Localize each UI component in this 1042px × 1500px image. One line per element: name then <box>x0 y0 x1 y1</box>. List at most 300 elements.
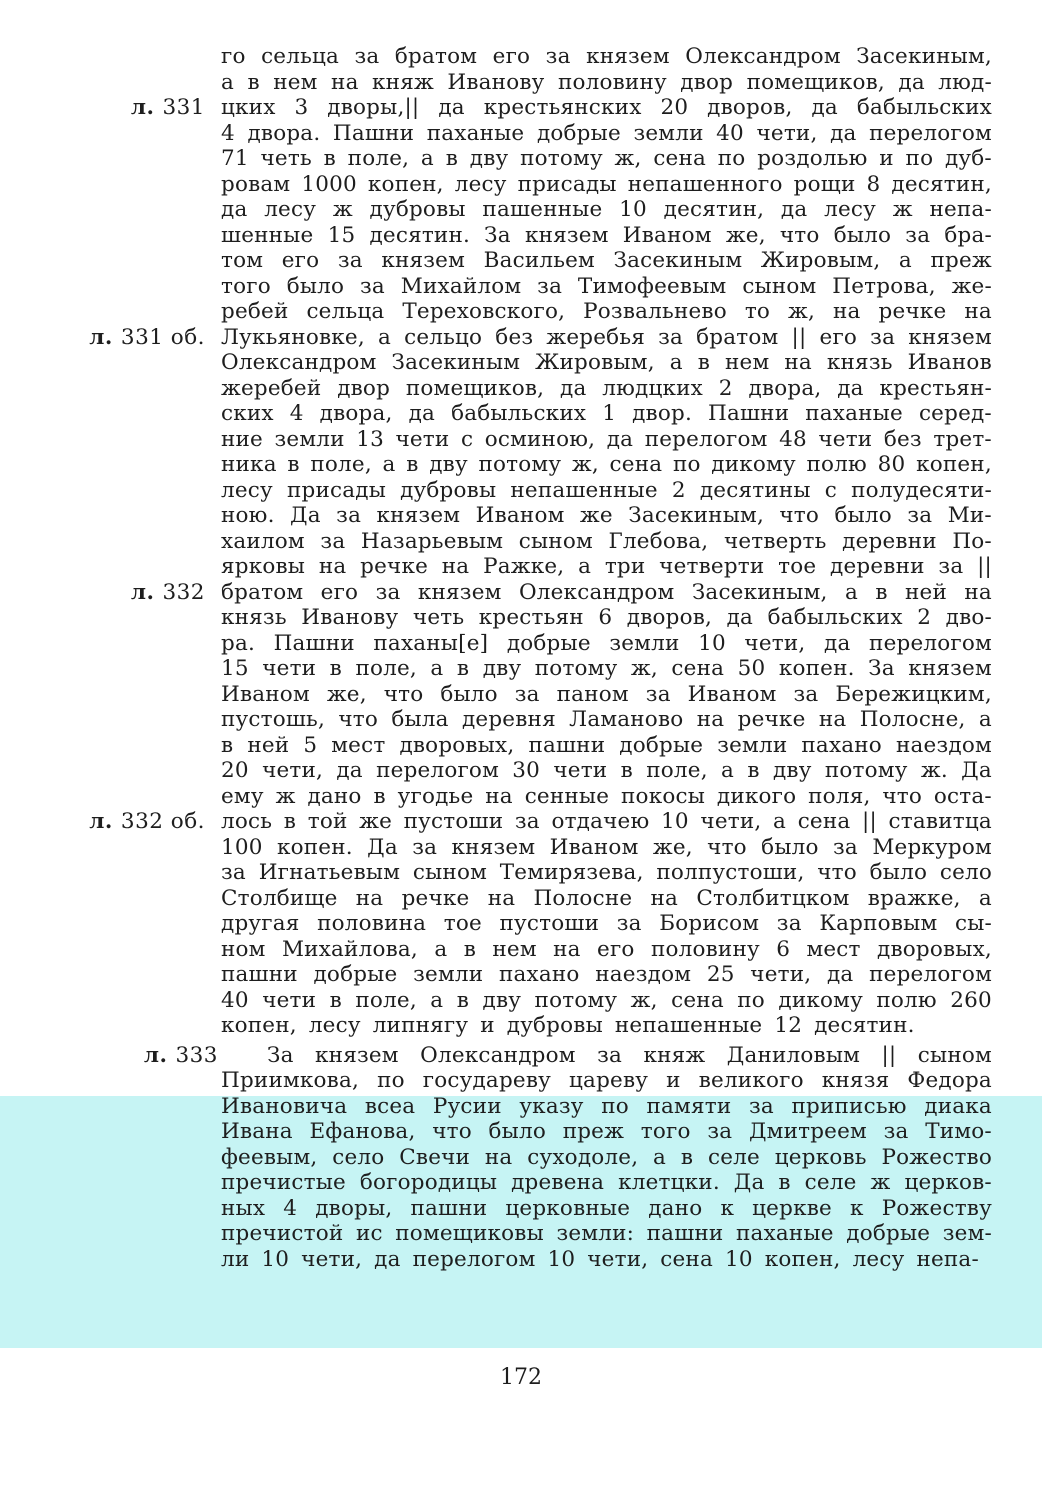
word: что <box>779 503 820 528</box>
word: дву <box>482 987 522 1013</box>
word: ж <box>332 197 353 222</box>
word: в <box>463 936 477 962</box>
word: ставитца <box>888 809 992 834</box>
word: Пашни <box>273 630 355 656</box>
word: жеребья <box>546 324 645 350</box>
word: Жировым, <box>760 248 881 273</box>
word: перелогом <box>412 1246 536 1272</box>
word: на <box>485 783 513 809</box>
word: князем <box>376 503 461 528</box>
word: речке <box>360 554 429 579</box>
word: покосы <box>621 783 706 809</box>
word: Розвальнево <box>583 299 727 324</box>
word: сыном <box>518 528 593 554</box>
word: суходоле, <box>527 1144 639 1170</box>
word: четверть <box>723 528 827 554</box>
word: церковь <box>774 1144 867 1170</box>
word: на <box>487 885 516 911</box>
word: полю <box>876 987 937 1013</box>
word: 50 <box>737 656 766 681</box>
word: князя <box>821 1068 890 1093</box>
word: к <box>850 1195 864 1221</box>
word: за <box>905 222 931 248</box>
word: помещиков, <box>746 69 885 95</box>
word: добрые <box>506 630 591 656</box>
word: Ражке, <box>483 554 565 579</box>
text-line <box>221 1244 992 1276</box>
word: пашенные <box>482 197 603 222</box>
word: ли <box>221 1246 250 1272</box>
word: поле, <box>355 987 417 1013</box>
word: земли: <box>556 1221 635 1246</box>
word: четь <box>260 146 312 171</box>
word: потому <box>534 656 618 681</box>
word: паханые <box>805 401 903 426</box>
word: его <box>492 44 531 69</box>
word: дано <box>648 1195 703 1221</box>
word: земли <box>413 962 484 987</box>
word: дикому <box>711 452 796 477</box>
word: чети <box>553 758 608 783</box>
word: копен. <box>778 656 855 681</box>
word: крестьян <box>478 605 584 630</box>
word: за <box>514 681 540 707</box>
word: лось <box>221 809 273 834</box>
word: ж <box>892 197 913 222</box>
word: в <box>456 987 470 1013</box>
word: Меркуром <box>872 834 992 860</box>
word: да <box>780 197 808 222</box>
word: лесу <box>852 1246 905 1272</box>
word: за <box>545 44 571 69</box>
word: и <box>666 1068 681 1093</box>
word: дубровы <box>400 477 497 503</box>
word: ника <box>221 452 277 477</box>
word: по <box>377 1068 405 1093</box>
word: потому <box>824 758 908 783</box>
word: пашни <box>528 732 606 758</box>
word: по <box>672 452 701 477</box>
word: 71 <box>221 146 249 171</box>
word: было <box>869 860 928 885</box>
word: чети, <box>301 1246 363 1272</box>
word: же, <box>652 834 693 860</box>
word: а <box>382 452 396 477</box>
word: селе <box>804 1170 857 1195</box>
word: Темирязева, <box>499 860 644 885</box>
word: за <box>537 273 563 299</box>
word: дву <box>772 758 812 783</box>
word: роздолью <box>757 146 868 171</box>
word: непа- <box>929 197 992 222</box>
word: Ми- <box>947 503 992 528</box>
word: чети, <box>587 1246 649 1272</box>
word: на <box>650 885 679 911</box>
word: пустоши <box>403 809 504 834</box>
word: поле, <box>310 452 372 477</box>
word: помещиков, <box>405 375 545 401</box>
word: что <box>432 1119 472 1144</box>
word: паханые <box>426 120 525 146</box>
word: указу <box>519 1093 584 1119</box>
word: 4 <box>289 401 304 426</box>
word: Иваном <box>687 681 777 707</box>
word: дубровы <box>506 1013 603 1038</box>
word: сена <box>671 656 725 681</box>
word: двор. <box>632 401 692 426</box>
word: в <box>287 452 300 477</box>
word: 25 <box>706 962 735 987</box>
word: 12 <box>774 1013 803 1038</box>
word: пашни <box>646 1221 724 1246</box>
word: князем <box>451 834 536 860</box>
word: церкве <box>752 1195 832 1221</box>
word: в <box>221 732 234 758</box>
word: дворовых, <box>877 936 992 962</box>
word: копен, <box>221 1013 297 1038</box>
word: в <box>329 987 342 1013</box>
word: Тимофеевым <box>577 273 727 299</box>
word: дву <box>482 656 522 681</box>
word: непашенного <box>627 171 783 197</box>
word: перелогом <box>376 758 499 783</box>
word: ж, <box>614 146 642 171</box>
word: || <box>977 554 992 579</box>
word: ней <box>247 732 290 758</box>
word: по <box>601 1093 629 1119</box>
word: за <box>597 1042 623 1068</box>
word: на <box>331 69 359 95</box>
word: дву <box>469 146 509 171</box>
word: люд- <box>938 69 992 95</box>
word: Да <box>290 503 321 528</box>
word: полпустоши, <box>656 860 805 885</box>
word: За <box>484 222 511 248</box>
word: без <box>495 324 534 350</box>
word: Да <box>733 1170 765 1195</box>
word: да <box>560 375 587 401</box>
word: бабыльских <box>451 401 587 426</box>
word: что <box>338 707 378 732</box>
word: Иваном <box>549 834 639 860</box>
word: приписью <box>791 1093 907 1119</box>
word: диака <box>924 1093 992 1119</box>
word: на <box>441 554 470 579</box>
word: село <box>939 860 992 885</box>
word: копен. <box>277 834 353 860</box>
word: по <box>905 146 934 171</box>
word: было <box>834 503 892 528</box>
word: князем <box>524 222 609 248</box>
word: 260 <box>950 987 992 1013</box>
word: десятин, <box>663 197 765 222</box>
word: да <box>408 401 436 426</box>
word: сена <box>797 809 851 834</box>
word: клетцки. <box>618 1170 720 1195</box>
word: земли <box>274 426 345 452</box>
word: же <box>359 809 393 834</box>
word: дворовых, <box>399 732 515 758</box>
word: лесу <box>454 171 507 197</box>
word: сельца <box>306 299 385 324</box>
word: Столбище <box>221 885 338 911</box>
word: Олександром <box>221 350 377 375</box>
word: за <box>833 834 858 860</box>
word: 15 <box>221 656 249 681</box>
word: перелогом <box>869 962 992 987</box>
word: на <box>784 350 812 375</box>
word: том <box>221 248 264 273</box>
word: в <box>329 656 342 681</box>
word: Засекиным <box>613 248 743 273</box>
word: было <box>488 1119 546 1144</box>
word: что <box>383 681 424 707</box>
word: да <box>606 426 634 452</box>
word: чети <box>395 426 450 452</box>
word: копен, <box>764 1246 841 1272</box>
word: чети <box>262 987 317 1013</box>
word: угодье <box>397 783 474 809</box>
word: сыном <box>742 273 817 299</box>
word: без <box>883 426 922 452</box>
word: ж, <box>630 987 658 1013</box>
word: сы- <box>954 911 992 936</box>
word: ис <box>355 1221 383 1246</box>
word: добрые <box>536 120 621 146</box>
word: цареву <box>569 1068 649 1093</box>
word: жеребей <box>221 375 322 401</box>
word: Приимкова, <box>221 1068 360 1093</box>
word: князем <box>908 324 992 350</box>
word: двор <box>337 375 391 401</box>
word: Рожество <box>881 1144 992 1170</box>
word: Ефанова, <box>309 1119 416 1144</box>
word: дуб- <box>944 146 992 171</box>
word: Свечи <box>399 1144 471 1170</box>
word: лесу <box>824 197 876 222</box>
word: а <box>844 579 858 605</box>
word: дворов, <box>707 95 793 120</box>
word: Олександром <box>685 44 841 69</box>
word: чети <box>262 656 317 681</box>
word: чети, <box>262 758 324 783</box>
word: непа- <box>916 1246 979 1272</box>
word: 6 <box>776 936 791 962</box>
word: памяти <box>646 1093 732 1119</box>
word: половину <box>650 936 760 962</box>
word: По- <box>952 528 992 554</box>
word: в <box>323 146 336 171</box>
word: а <box>430 987 444 1013</box>
word: князем <box>381 248 466 273</box>
word: ною. <box>221 503 275 528</box>
word: в <box>697 350 711 375</box>
word: а <box>653 1144 667 1170</box>
word: речке <box>401 885 470 911</box>
word: а <box>721 758 735 783</box>
word: Глебова, <box>608 528 709 554</box>
word: сена <box>609 452 663 477</box>
word: 2 <box>917 605 932 630</box>
word: всеа <box>364 1093 416 1119</box>
word: Михайлова, <box>281 936 418 962</box>
word: копен, <box>367 171 444 197</box>
word: да <box>811 95 838 120</box>
word: в <box>247 69 260 95</box>
word: потому <box>520 146 603 171</box>
word: бра- <box>944 222 992 248</box>
word: нем <box>725 350 770 375</box>
word: Дмитреем <box>748 1119 867 1144</box>
word: Васильем <box>483 248 595 273</box>
word: 8 <box>866 171 881 197</box>
word: серед- <box>918 401 992 426</box>
word: десятин. <box>814 1013 915 1038</box>
word: да <box>336 758 363 783</box>
word: деревни <box>842 528 937 554</box>
word: пречистые <box>221 1170 346 1195</box>
word: 1 <box>602 401 617 426</box>
word: преж <box>930 248 992 273</box>
word: братом <box>696 324 779 350</box>
word: в <box>445 146 459 171</box>
word: дворы,|| <box>327 95 420 120</box>
word: паном <box>556 681 629 707</box>
word: дубровы <box>369 197 466 222</box>
word: а <box>221 69 235 95</box>
word: хаилом <box>221 528 305 554</box>
word: 1000 <box>301 171 357 197</box>
word: половина <box>317 911 427 936</box>
word: да <box>221 197 248 222</box>
word: на <box>355 885 384 911</box>
word: а <box>978 707 992 732</box>
word: князь <box>221 605 287 630</box>
word: за <box>938 554 964 579</box>
word: церковные <box>505 1195 631 1221</box>
word: || <box>862 809 877 834</box>
word: 15 <box>327 222 356 248</box>
word: двора, <box>748 375 822 401</box>
word: в <box>456 656 470 681</box>
word: поле, <box>347 146 410 171</box>
word: с <box>824 477 838 503</box>
word: дву <box>429 452 468 477</box>
word: 40 <box>716 120 744 146</box>
word: речке <box>737 707 806 732</box>
word: что <box>707 834 747 860</box>
word: Михайлом <box>400 273 522 299</box>
word: за <box>412 834 438 860</box>
word: село <box>332 1144 385 1170</box>
word: ж <box>275 783 296 809</box>
word: что <box>882 783 923 809</box>
word: ских <box>221 401 274 426</box>
word: пашни <box>410 1195 488 1221</box>
folio-reference: л. 332 об. <box>89 809 205 834</box>
word: полудесяти- <box>851 477 992 503</box>
word: в <box>283 809 297 834</box>
word: 20 <box>221 758 249 783</box>
word: 20 <box>660 95 689 120</box>
folio-reference: л. 332 <box>130 579 205 605</box>
word: помещиковы <box>395 1221 544 1246</box>
word: присады <box>517 171 617 197</box>
word: потому <box>478 452 562 477</box>
word: сыном <box>917 1042 992 1068</box>
word: || <box>791 324 807 350</box>
word: пустошь, <box>221 707 325 732</box>
word: сена <box>660 1246 713 1272</box>
word: лесу <box>221 477 273 503</box>
word: 10 <box>661 809 689 834</box>
word: богородицы <box>359 1170 498 1195</box>
word: поле, <box>355 656 417 681</box>
word: на <box>696 707 725 732</box>
word: ему <box>221 783 264 809</box>
word: лесу <box>308 1013 361 1038</box>
word: добрые <box>846 1221 931 1246</box>
word: было <box>440 681 498 707</box>
word: за <box>645 681 671 707</box>
word: го <box>221 44 246 69</box>
word: оста- <box>933 783 992 809</box>
word: Петрова, <box>832 273 936 299</box>
word: Игнатьевым <box>258 860 401 885</box>
word: ж. <box>920 758 948 783</box>
word: а <box>420 146 434 171</box>
word: Карповым <box>819 911 938 936</box>
word: пречистой <box>221 1221 344 1246</box>
word: ных <box>221 1195 266 1221</box>
word: за <box>375 579 401 605</box>
word: поле, <box>646 758 708 783</box>
word: по <box>737 987 765 1013</box>
word: а <box>430 656 444 681</box>
word: двора, <box>319 401 393 426</box>
word: в <box>373 783 386 809</box>
word: чети <box>818 426 873 452</box>
word: 4 <box>283 1195 298 1221</box>
word: ра. <box>221 630 256 656</box>
word: его <box>597 936 635 962</box>
word: в <box>680 1144 694 1170</box>
word: 40 <box>221 987 249 1013</box>
word: деревни <box>830 554 925 579</box>
word: Русии <box>432 1093 502 1119</box>
word: дано <box>307 783 362 809</box>
word: Федора <box>907 1068 992 1093</box>
word: добрые <box>313 962 398 987</box>
word: Тереховского, <box>402 299 566 324</box>
word: 30 <box>512 758 541 783</box>
word: за <box>748 1093 774 1119</box>
word: князем <box>908 656 992 681</box>
word: Ивана <box>221 1119 293 1144</box>
word: за <box>359 273 385 299</box>
word: 10 <box>619 197 647 222</box>
word: 3 <box>294 95 309 120</box>
word: перелогом <box>644 426 768 452</box>
word: Олександром <box>420 1042 576 1068</box>
word: за <box>336 503 362 528</box>
word: на <box>818 707 847 732</box>
word: осминою, <box>484 426 596 452</box>
word: двор <box>680 69 734 95</box>
word: на <box>318 554 347 579</box>
word: Иванову <box>447 69 545 95</box>
word: пахано <box>801 732 882 758</box>
